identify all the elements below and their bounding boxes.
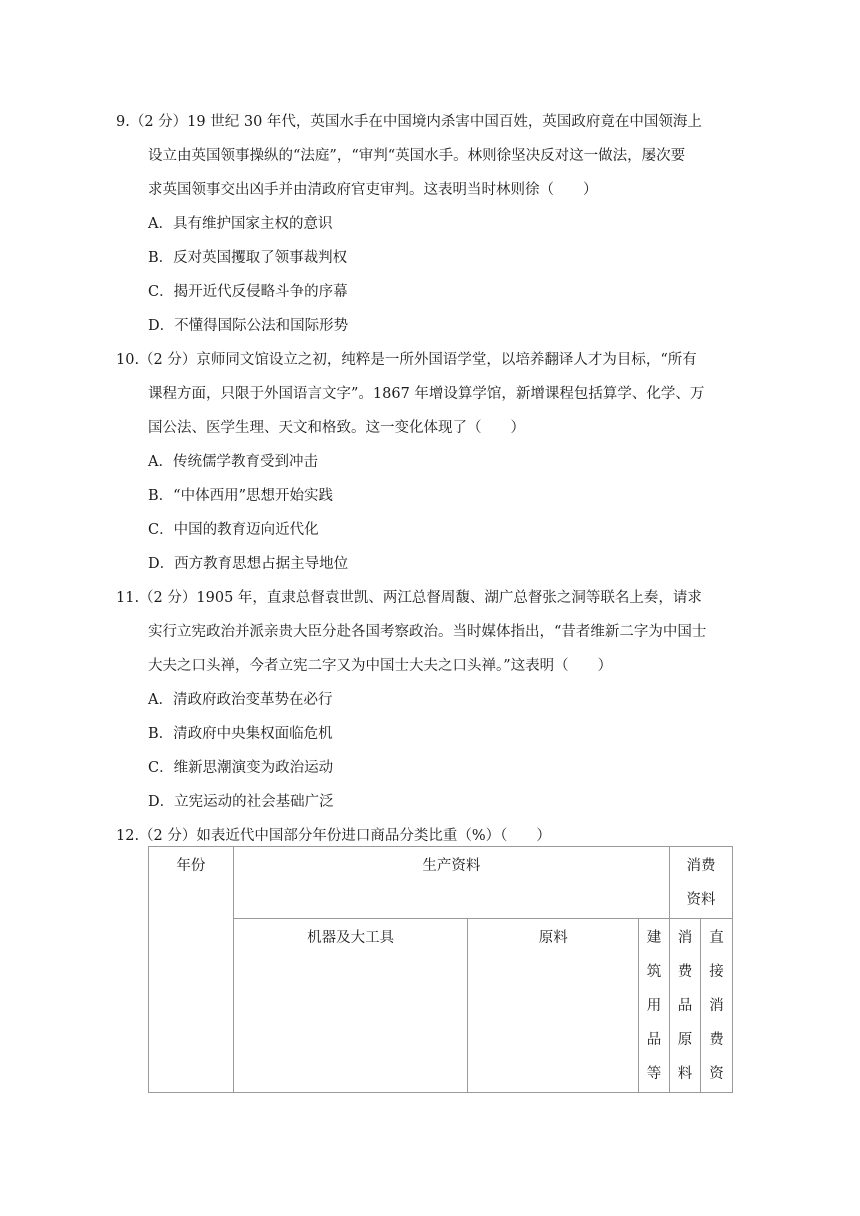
q9-option-d[interactable]: D．不懂得国际公法和国际形势 (148, 318, 349, 334)
q10-line-2: 课程方面，只限于外国语言文字”。1867 年增设算学馆，新增课程包括算学、化学、万 (148, 386, 705, 402)
q9-option-a[interactable]: A．具有维护国家主权的意识 (148, 216, 333, 232)
q11-line-1: 11.（2 分）1905 年，直隶总督袁世凯、两江总督周馥、湖广总督张之洞等联名上奏，请求 (116, 590, 702, 606)
q10-option-c[interactable]: C．中国的教育迈向近代化 (148, 522, 319, 538)
q10-line-1: 10.（2 分）京师同文馆设立之初，纯粹是一所外国语学堂，以培养翻译人才为目标，“所有 (116, 352, 697, 368)
q10-line-3: 国公法、医学生理、天文和格致。这一变化体现了（ ） (148, 420, 525, 436)
q10-option-a[interactable]: A．传统儒学教育受到冲击 (148, 454, 318, 470)
table-subheader-building-supplies: 建筑用品等 (639, 919, 670, 1093)
q9-option-b[interactable]: B．反对英国攫取了领事裁判权 (148, 250, 348, 266)
q9-line-3: 求英国领事交出凶手并由清政府官吏审判。这表明当时林则徐（ ） (148, 182, 598, 198)
q10-option-d[interactable]: D．西方教育思想占据主导地位 (148, 556, 349, 572)
table-header-consumer: 消费资料 (670, 847, 733, 919)
q11-option-b[interactable]: B．清政府中央集权面临危机 (148, 726, 333, 742)
table-header-year: 年份 (149, 847, 234, 1093)
q11-option-a[interactable]: A．清政府政治变革势在必行 (148, 692, 333, 708)
q11-line-2: 实行立宪政治并派亲贵大臣分赴各国考察政治。当时媒体指出，“昔者维新二字为中国士 (148, 624, 707, 640)
q11-option-c[interactable]: C．维新思潮演变为政治运动 (148, 760, 334, 776)
q11-line-3: 大夫之口头禅，今者立宪二字又为中国士大夫之口头禅。”这表明（ ） (148, 658, 613, 674)
q12-line-1: 12.（2 分）如表近代中国部分年份进口商品分类比重（%）（ ） (116, 828, 551, 844)
import-share-table (148, 846, 733, 1093)
q11-option-d[interactable]: D．立宪运动的社会基础广泛 (148, 794, 334, 810)
q9-option-c[interactable]: C．揭开近代反侵略斗争的序幕 (148, 284, 348, 300)
q9-line-2: 设立由英国领事操纵的“法庭”，“审判“英国水手。林则徐坚决反对这一做法，屡次要 (148, 148, 686, 164)
table-subheader-raw-materials: 原料 (468, 919, 639, 1093)
table-header-production: 生产资料 (233, 847, 669, 919)
q10-option-b[interactable]: B．“中体西用”思想开始实践 (148, 488, 333, 504)
table-subheader-direct-consumer: 直接消费资 (700, 919, 732, 1093)
table-subheader-machinery: 机器及大工具 (233, 919, 468, 1093)
table-subheader-consumer-raw: 消费品原料 (670, 919, 701, 1093)
q9-line-1: 9.（2 分）19 世纪 30 年代，英国水手在中国境内杀害中国百姓，英国政府竟在中国领海上 (116, 114, 702, 130)
